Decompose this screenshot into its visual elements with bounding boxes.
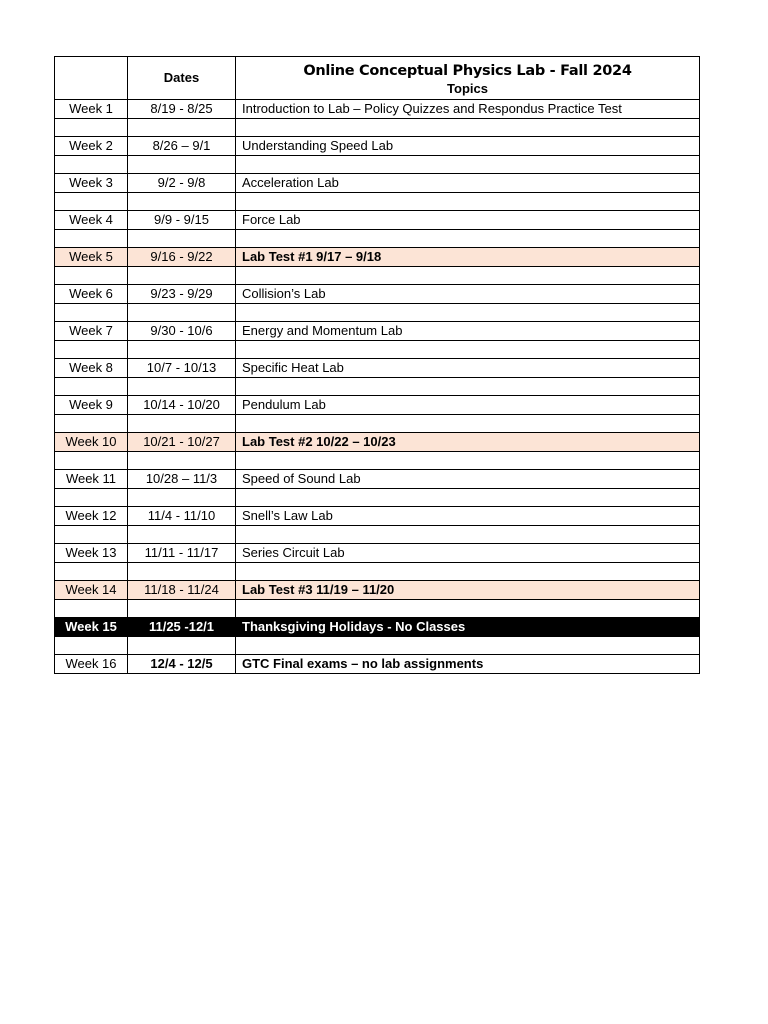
topics-header-label: Topics bbox=[447, 80, 488, 96]
schedule-row bbox=[55, 618, 700, 637]
week-cell: Week 1 bbox=[55, 100, 128, 119]
dates-cell: 10/21 - 10/27 bbox=[128, 433, 236, 452]
empty-cell bbox=[128, 266, 236, 285]
empty-cell bbox=[236, 599, 700, 618]
spacer-row bbox=[55, 266, 700, 285]
topic-cell: Acceleration Lab bbox=[236, 174, 700, 193]
lab-schedule-table bbox=[54, 56, 700, 674]
empty-cell bbox=[128, 599, 236, 618]
empty-cell bbox=[236, 229, 700, 248]
spacer-row bbox=[55, 414, 700, 433]
empty-cell bbox=[128, 636, 236, 655]
week-cell: Week 6 bbox=[55, 285, 128, 304]
empty-cell bbox=[128, 118, 236, 137]
spacer-row bbox=[55, 303, 700, 322]
dates-cell: 9/9 - 9/15 bbox=[128, 211, 236, 230]
schedule-row bbox=[55, 174, 700, 193]
schedule-row bbox=[55, 470, 700, 489]
topic-cell: Energy and Momentum Lab bbox=[236, 322, 700, 341]
empty-cell bbox=[55, 266, 128, 285]
dates-cell: 9/16 - 9/22 bbox=[128, 248, 236, 267]
empty-cell bbox=[128, 155, 236, 174]
schedule-row bbox=[55, 322, 700, 341]
topic-cell: Lab Test #2 10/22 – 10/23 bbox=[236, 433, 700, 452]
empty-cell bbox=[236, 377, 700, 396]
page-title: Online Conceptual Physics Lab - Fall 2024 bbox=[303, 62, 632, 79]
schedule-row bbox=[55, 396, 700, 415]
schedule-row bbox=[55, 507, 700, 526]
spacer-row bbox=[55, 192, 700, 211]
empty-cell bbox=[55, 488, 128, 507]
week-cell: Week 13 bbox=[55, 544, 128, 563]
empty-cell bbox=[128, 340, 236, 359]
dates-cell: 11/4 - 11/10 bbox=[128, 507, 236, 526]
topic-cell: Lab Test #1 9/17 – 9/18 bbox=[236, 248, 700, 267]
empty-cell bbox=[55, 562, 128, 581]
schedule-row bbox=[55, 100, 700, 119]
week-cell: Week 4 bbox=[55, 211, 128, 230]
week-cell: Week 2 bbox=[55, 137, 128, 156]
dates-cell: 9/23 - 9/29 bbox=[128, 285, 236, 304]
empty-cell bbox=[236, 451, 700, 470]
spacer-row bbox=[55, 636, 700, 655]
spacer-row bbox=[55, 562, 700, 581]
week-cell: Week 15 bbox=[55, 618, 128, 637]
schedule-row bbox=[55, 248, 700, 267]
empty-cell bbox=[128, 377, 236, 396]
topic-cell: Thanksgiving Holidays - No Classes bbox=[236, 618, 700, 637]
topic-cell: Snell’s Law Lab bbox=[236, 507, 700, 526]
week-cell: Week 7 bbox=[55, 322, 128, 341]
topic-cell: GTC Final exams – no lab assignments bbox=[236, 655, 700, 674]
topic-cell: Lab Test #3 11/19 – 11/20 bbox=[236, 581, 700, 600]
dates-header-label: Dates bbox=[163, 70, 200, 85]
week-cell: Week 11 bbox=[55, 470, 128, 489]
empty-cell bbox=[236, 414, 700, 433]
empty-cell bbox=[236, 303, 700, 322]
empty-cell bbox=[128, 414, 236, 433]
empty-cell bbox=[55, 303, 128, 322]
topic-cell: Introduction to Lab – Policy Quizzes and Respondus Practice Test bbox=[236, 100, 700, 119]
empty-cell bbox=[55, 192, 128, 211]
empty-cell bbox=[55, 377, 128, 396]
topic-cell: Understanding Speed Lab bbox=[236, 137, 700, 156]
topic-cell: Specific Heat Lab bbox=[236, 359, 700, 378]
empty-cell bbox=[128, 488, 236, 507]
schedule-row bbox=[55, 544, 700, 563]
topics-column-header bbox=[236, 57, 700, 100]
spacer-row bbox=[55, 118, 700, 137]
topic-cell: Collision’s Lab bbox=[236, 285, 700, 304]
empty-cell bbox=[55, 118, 128, 137]
dates-cell: 8/19 - 8/25 bbox=[128, 100, 236, 119]
empty-cell bbox=[128, 451, 236, 470]
schedule-row bbox=[55, 359, 700, 378]
empty-cell bbox=[128, 303, 236, 322]
week-cell: Week 3 bbox=[55, 174, 128, 193]
schedule-row bbox=[55, 581, 700, 600]
empty-cell bbox=[236, 562, 700, 581]
spacer-row bbox=[55, 525, 700, 544]
header-row bbox=[55, 57, 700, 100]
schedule-body bbox=[55, 57, 700, 674]
week-column-header bbox=[55, 57, 128, 100]
empty-cell bbox=[236, 488, 700, 507]
dates-cell: 8/26 – 9/1 bbox=[128, 137, 236, 156]
empty-cell bbox=[236, 192, 700, 211]
schedule-row bbox=[55, 433, 700, 452]
dates-cell: 11/25 -12/1 bbox=[128, 618, 236, 637]
week-cell: Week 5 bbox=[55, 248, 128, 267]
spacer-row bbox=[55, 377, 700, 396]
empty-cell bbox=[236, 266, 700, 285]
spacer-row bbox=[55, 340, 700, 359]
empty-cell bbox=[128, 525, 236, 544]
spacer-row bbox=[55, 488, 700, 507]
dates-cell: 10/14 - 10/20 bbox=[128, 396, 236, 415]
empty-cell bbox=[236, 340, 700, 359]
dates-cell: 9/2 - 9/8 bbox=[128, 174, 236, 193]
topic-cell: Pendulum Lab bbox=[236, 396, 700, 415]
empty-cell bbox=[128, 562, 236, 581]
empty-cell bbox=[128, 192, 236, 211]
empty-cell bbox=[236, 636, 700, 655]
empty-cell bbox=[55, 599, 128, 618]
dates-cell: 10/7 - 10/13 bbox=[128, 359, 236, 378]
empty-cell bbox=[55, 229, 128, 248]
week-cell: Week 8 bbox=[55, 359, 128, 378]
week-cell: Week 16 bbox=[55, 655, 128, 674]
spacer-row bbox=[55, 599, 700, 618]
spacer-row bbox=[55, 229, 700, 248]
week-cell: Week 14 bbox=[55, 581, 128, 600]
empty-cell bbox=[55, 340, 128, 359]
dates-cell: 12/4 - 12/5 bbox=[128, 655, 236, 674]
schedule-row bbox=[55, 137, 700, 156]
empty-cell bbox=[55, 451, 128, 470]
topic-cell: Speed of Sound Lab bbox=[236, 470, 700, 489]
empty-cell bbox=[55, 414, 128, 433]
topic-cell: Force Lab bbox=[236, 211, 700, 230]
empty-cell bbox=[236, 525, 700, 544]
dates-cell: 10/28 – 11/3 bbox=[128, 470, 236, 489]
dates-cell: 9/30 - 10/6 bbox=[128, 322, 236, 341]
empty-cell bbox=[236, 118, 700, 137]
spacer-row bbox=[55, 451, 700, 470]
week-cell: Week 12 bbox=[55, 507, 128, 526]
week-cell: Week 9 bbox=[55, 396, 128, 415]
empty-cell bbox=[128, 229, 236, 248]
schedule-row bbox=[55, 655, 700, 674]
empty-cell bbox=[236, 155, 700, 174]
dates-cell: 11/18 - 11/24 bbox=[128, 581, 236, 600]
dates-cell: 11/11 - 11/17 bbox=[128, 544, 236, 563]
week-cell: Week 10 bbox=[55, 433, 128, 452]
schedule-row bbox=[55, 285, 700, 304]
dates-column-header bbox=[128, 57, 236, 100]
spacer-row bbox=[55, 155, 700, 174]
empty-cell bbox=[55, 525, 128, 544]
empty-cell bbox=[55, 155, 128, 174]
topic-cell: Series Circuit Lab bbox=[236, 544, 700, 563]
empty-cell bbox=[55, 636, 128, 655]
schedule-row bbox=[55, 211, 700, 230]
